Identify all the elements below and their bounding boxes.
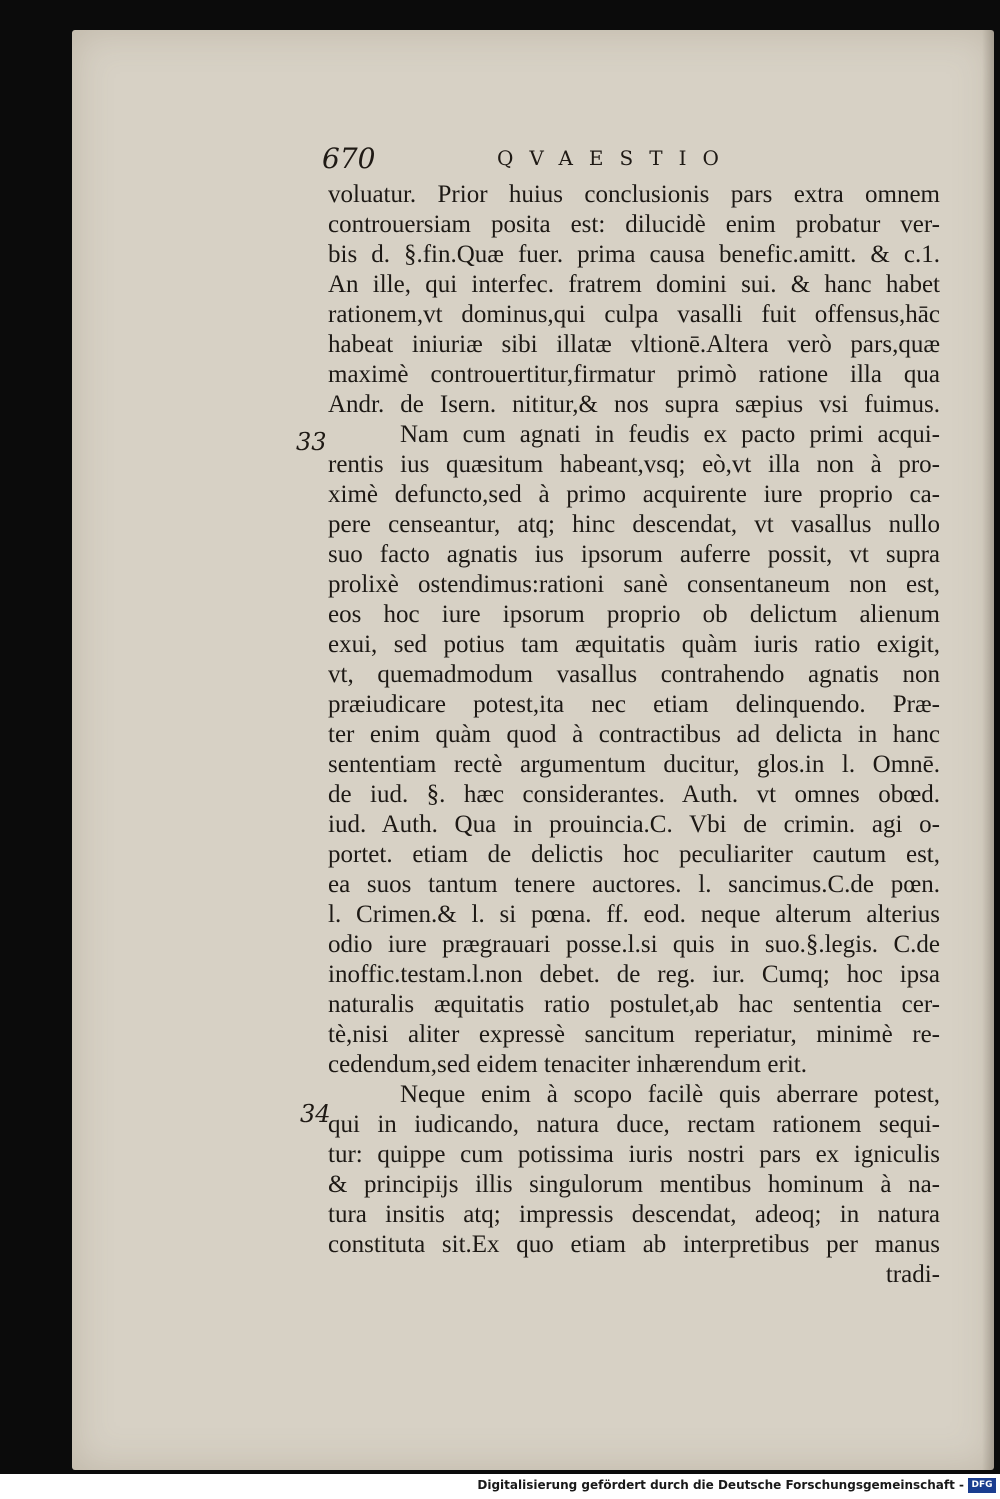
text-line: maximè controuertitur,firmatur primò ratione illa qua	[328, 361, 940, 388]
page-header	[322, 142, 942, 176]
body-text	[328, 180, 940, 1290]
text-line: præiudicare potest,ita nec etiam delinquendo. Præ-	[328, 691, 940, 718]
text-line: Andr. de Isern. nititur,& nos supra sæpius vsi fuimus.	[328, 391, 940, 418]
footer-credit: Digitalisierung gefördert durch die Deutsche Forschungsgemeinschaft -	[477, 1478, 964, 1492]
text-line: exui, sed potius tam æquitatis quàm iuris ratio exigit,	[328, 631, 940, 658]
text-line: tura insitis atq; impressis descendat, adeoq; in natura	[328, 1201, 940, 1228]
text-line: eos hoc iure ipsorum proprio ob delictum alienum	[328, 601, 940, 628]
text-line: cedendum,sed eidem tenaciter inhærendum erit.	[328, 1051, 807, 1078]
text-line: de iud. §. hæc considerantes. Auth. vt omnes obœd.	[328, 781, 940, 808]
page-number: 670	[322, 142, 376, 175]
text-line: Neque enim à scopo facilè quis aberrare potest,	[400, 1081, 940, 1108]
marginal-number-34: 34	[300, 1100, 331, 1128]
text-line: ximè defuncto,sed à primo acquirente iure proprio ca-	[328, 481, 940, 508]
running-head: QVAESTIO	[497, 146, 735, 170]
marginal-number-33: 33	[296, 428, 327, 456]
text-line: rentis ius quæsitum habeant,vsq; eò,vt illa non à pro-	[328, 451, 940, 478]
text-line: l. Crimen.& l. si pœna. ff. eod. neque alterum alterius	[328, 901, 940, 928]
text-line: prolixè ostendimus:rationi sanè consentaneum non est,	[328, 571, 940, 598]
text-line: rationem,vt dominus,qui culpa vasalli fuit offensus,hāc	[328, 301, 940, 328]
text-line: constituta sit.Ex quo etiam ab interpretibus per manus	[328, 1231, 940, 1258]
text-line: habeat iniuriæ sibi illatæ vltionē.Altera verò pars,quæ	[328, 331, 940, 358]
text-line: & principijs illis singulorum mentibus hominum à na-	[328, 1171, 940, 1198]
text-line: tur: quippe cum potissima iuris nostri pars ex igniculis	[328, 1141, 940, 1168]
text-line: odio iure prægrauari posse.l.si quis in suo.§.legis. C.de	[328, 931, 940, 958]
dfg-logo-icon: DFG	[968, 1478, 996, 1493]
text-line: suo facto agnatis ius ipsorum auferre possit, vt supra	[328, 541, 940, 568]
text-line: portet. etiam de delictis hoc peculiariter cautum est,	[328, 841, 940, 868]
text-line: controuersiam posita est: dilucidè enim probatur ver-	[328, 211, 940, 238]
text-line: tè,nisi aliter expressè sancitum reperiatur, minimè re-	[328, 1021, 940, 1048]
page-edge-shadow	[982, 30, 994, 1470]
text-line: iud. Auth. Qua in prouincia.C. Vbi de crimin. agi o-	[328, 811, 940, 838]
text-line: bis d. §.fin.Quæ fuer. prima causa benefic.amitt. & c.1.	[328, 241, 940, 268]
text-line: ter enim quàm quod à contractibus ad delicta in hanc	[328, 721, 940, 748]
text-line: An ille, qui interfec. fratrem domini sui. & hanc habet	[328, 271, 940, 298]
footer-bar	[0, 1474, 1000, 1499]
text-line: inoffic.testam.l.non debet. de reg. iur. Cumq; hoc ipsa	[328, 961, 940, 988]
text-line: vt, quemadmodum vasallus contrahendo agnatis non	[328, 661, 940, 688]
text-line: pere censeantur, atq; hinc descendat, vt vasallus nullo	[328, 511, 940, 538]
text-line: qui in iudicando, natura duce, rectam rationem sequi-	[328, 1111, 940, 1138]
text-line: voluatur. Prior huius conclusionis pars extra omnem	[328, 181, 940, 208]
catchword: tradi-	[885, 1261, 940, 1288]
text-line: ea suos tantum tenere auctores. l. sancimus.C.de pœn.	[328, 871, 940, 898]
text-line: Nam cum agnati in feudis ex pacto primi acqui-	[400, 421, 940, 448]
text-line: sententiam rectè argumentum ducitur, glos.in l. Omnē.	[328, 751, 940, 778]
text-line: naturalis æquitatis ratio postulet,ab hac sententia cer-	[328, 991, 940, 1018]
